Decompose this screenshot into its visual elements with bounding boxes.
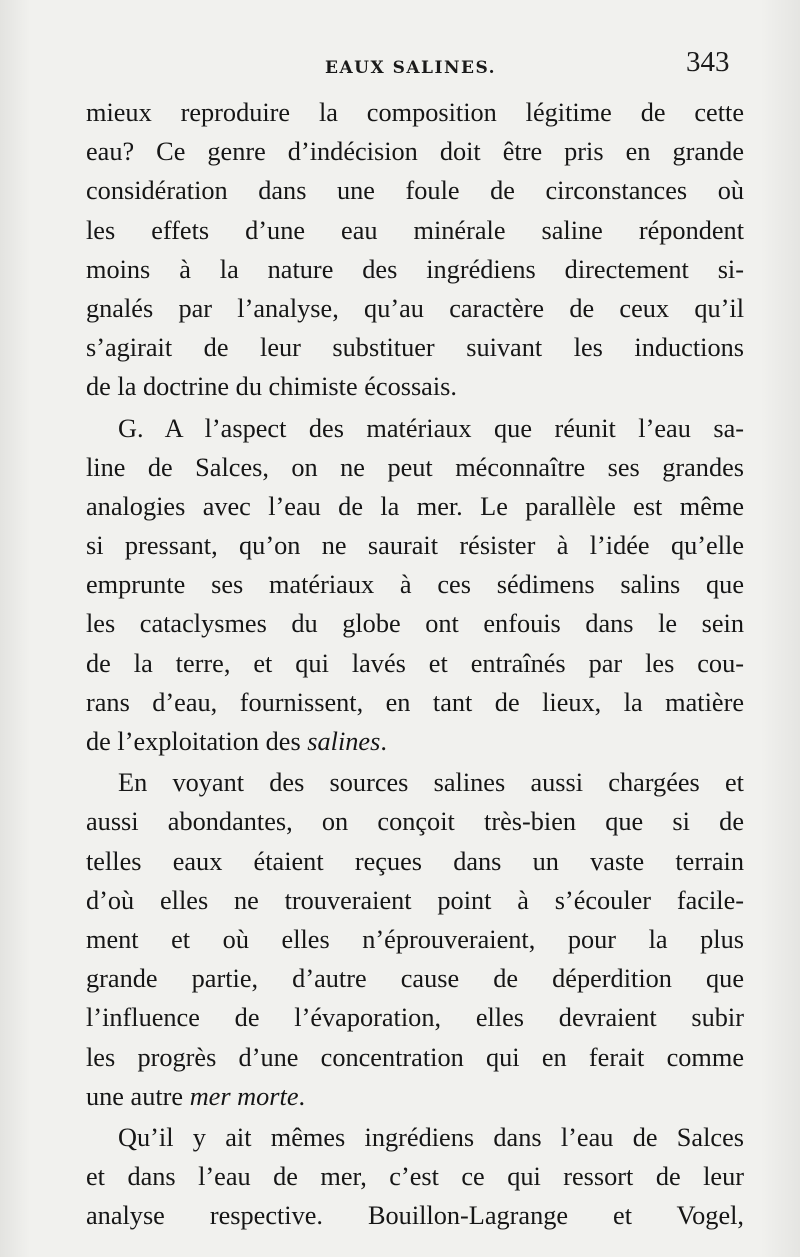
text-line: de la terre, et qui lavés et entraînés par les cou- bbox=[86, 648, 744, 678]
text-line: G. A l’aspect des matériaux que réunit l’eau sa- bbox=[118, 413, 744, 443]
body-text bbox=[86, 93, 744, 1235]
paragraph-1 bbox=[86, 93, 744, 407]
text-line: les progrès d’une concentration qui en ferait comme bbox=[86, 1042, 744, 1072]
line-punctuation: . bbox=[380, 727, 387, 756]
running-title: EAUX SALINES. bbox=[325, 58, 497, 78]
text-line: moins à la nature des ingrédiens directement si- bbox=[86, 254, 744, 284]
line-punctuation: . bbox=[298, 1081, 306, 1111]
line-text: de l’exploitation des bbox=[86, 727, 308, 756]
text-line: grande partie, d’autre cause de déperdition que bbox=[86, 964, 744, 994]
text-line: s’agirait de leur substituer suivant les inductions bbox=[86, 333, 744, 363]
text-line: et dans l’eau de mer, c’est ce qui ressort de leur bbox=[86, 1162, 744, 1192]
text-line: En voyant des sources salines aussi chargées et bbox=[118, 768, 744, 798]
text-line: d’où elles ne trouveraient point à s’écouler facile- bbox=[86, 885, 744, 915]
line-text: une autre bbox=[86, 1081, 190, 1111]
text-line-with-italic bbox=[86, 1077, 744, 1116]
italic-term: mer morte bbox=[189, 1081, 299, 1111]
text-line: gnalés par l’analyse, qu’au caractère de ceux qu’il bbox=[86, 293, 744, 323]
running-header bbox=[0, 46, 800, 86]
text-line: Qu’il y ait mêmes ingrédiens dans l’eau de Salces bbox=[118, 1122, 744, 1152]
text-line: les cataclysmes du globe ont enfouis dans le sein bbox=[86, 609, 744, 639]
text-line: rans d’eau, fournissent, en tant de lieux, la matière bbox=[86, 687, 744, 717]
text-line: aussi abondantes, on conçoit très-bien que si de bbox=[86, 807, 744, 837]
paragraph-3 bbox=[86, 763, 744, 1116]
text-line: analyse respective. Bouillon-Lagrange et Vogel, bbox=[86, 1201, 744, 1231]
text-line: line de Salces, on ne peut méconnaître ses grandes bbox=[86, 452, 744, 482]
page-number: 343 bbox=[686, 46, 730, 78]
text-line: les effets d’une eau minérale saline répondent bbox=[86, 215, 744, 245]
text-line: ment et où elles n’éprouveraient, pour la plus bbox=[86, 924, 744, 954]
text-line: l’influence de l’évaporation, elles devraient subir bbox=[86, 1003, 744, 1033]
text-line: telles eaux étaient reçues dans un vaste terrain bbox=[86, 846, 744, 876]
text-line: emprunte ses matériaux à ces sédimens salins que bbox=[86, 570, 744, 600]
italic-term: salines bbox=[307, 727, 381, 756]
text-line: si pressant, qu’on ne saurait résister à l’idée qu’elle bbox=[86, 531, 744, 561]
text-line: analogies avec l’eau de la mer. Le parallèle est même bbox=[86, 491, 744, 521]
text-line-with-italic bbox=[86, 722, 744, 761]
paragraph-2 bbox=[86, 409, 744, 762]
text-line: de la doctrine du chimiste écossais. bbox=[86, 372, 457, 402]
text-line: considération dans une foule de circonstances où bbox=[86, 176, 744, 206]
text-line: mieux reproduire la composition légitime de cette bbox=[86, 98, 744, 127]
paragraph-4 bbox=[86, 1118, 744, 1236]
text-line: eau? Ce genre d’indécision doit être pris en grande bbox=[86, 137, 744, 167]
